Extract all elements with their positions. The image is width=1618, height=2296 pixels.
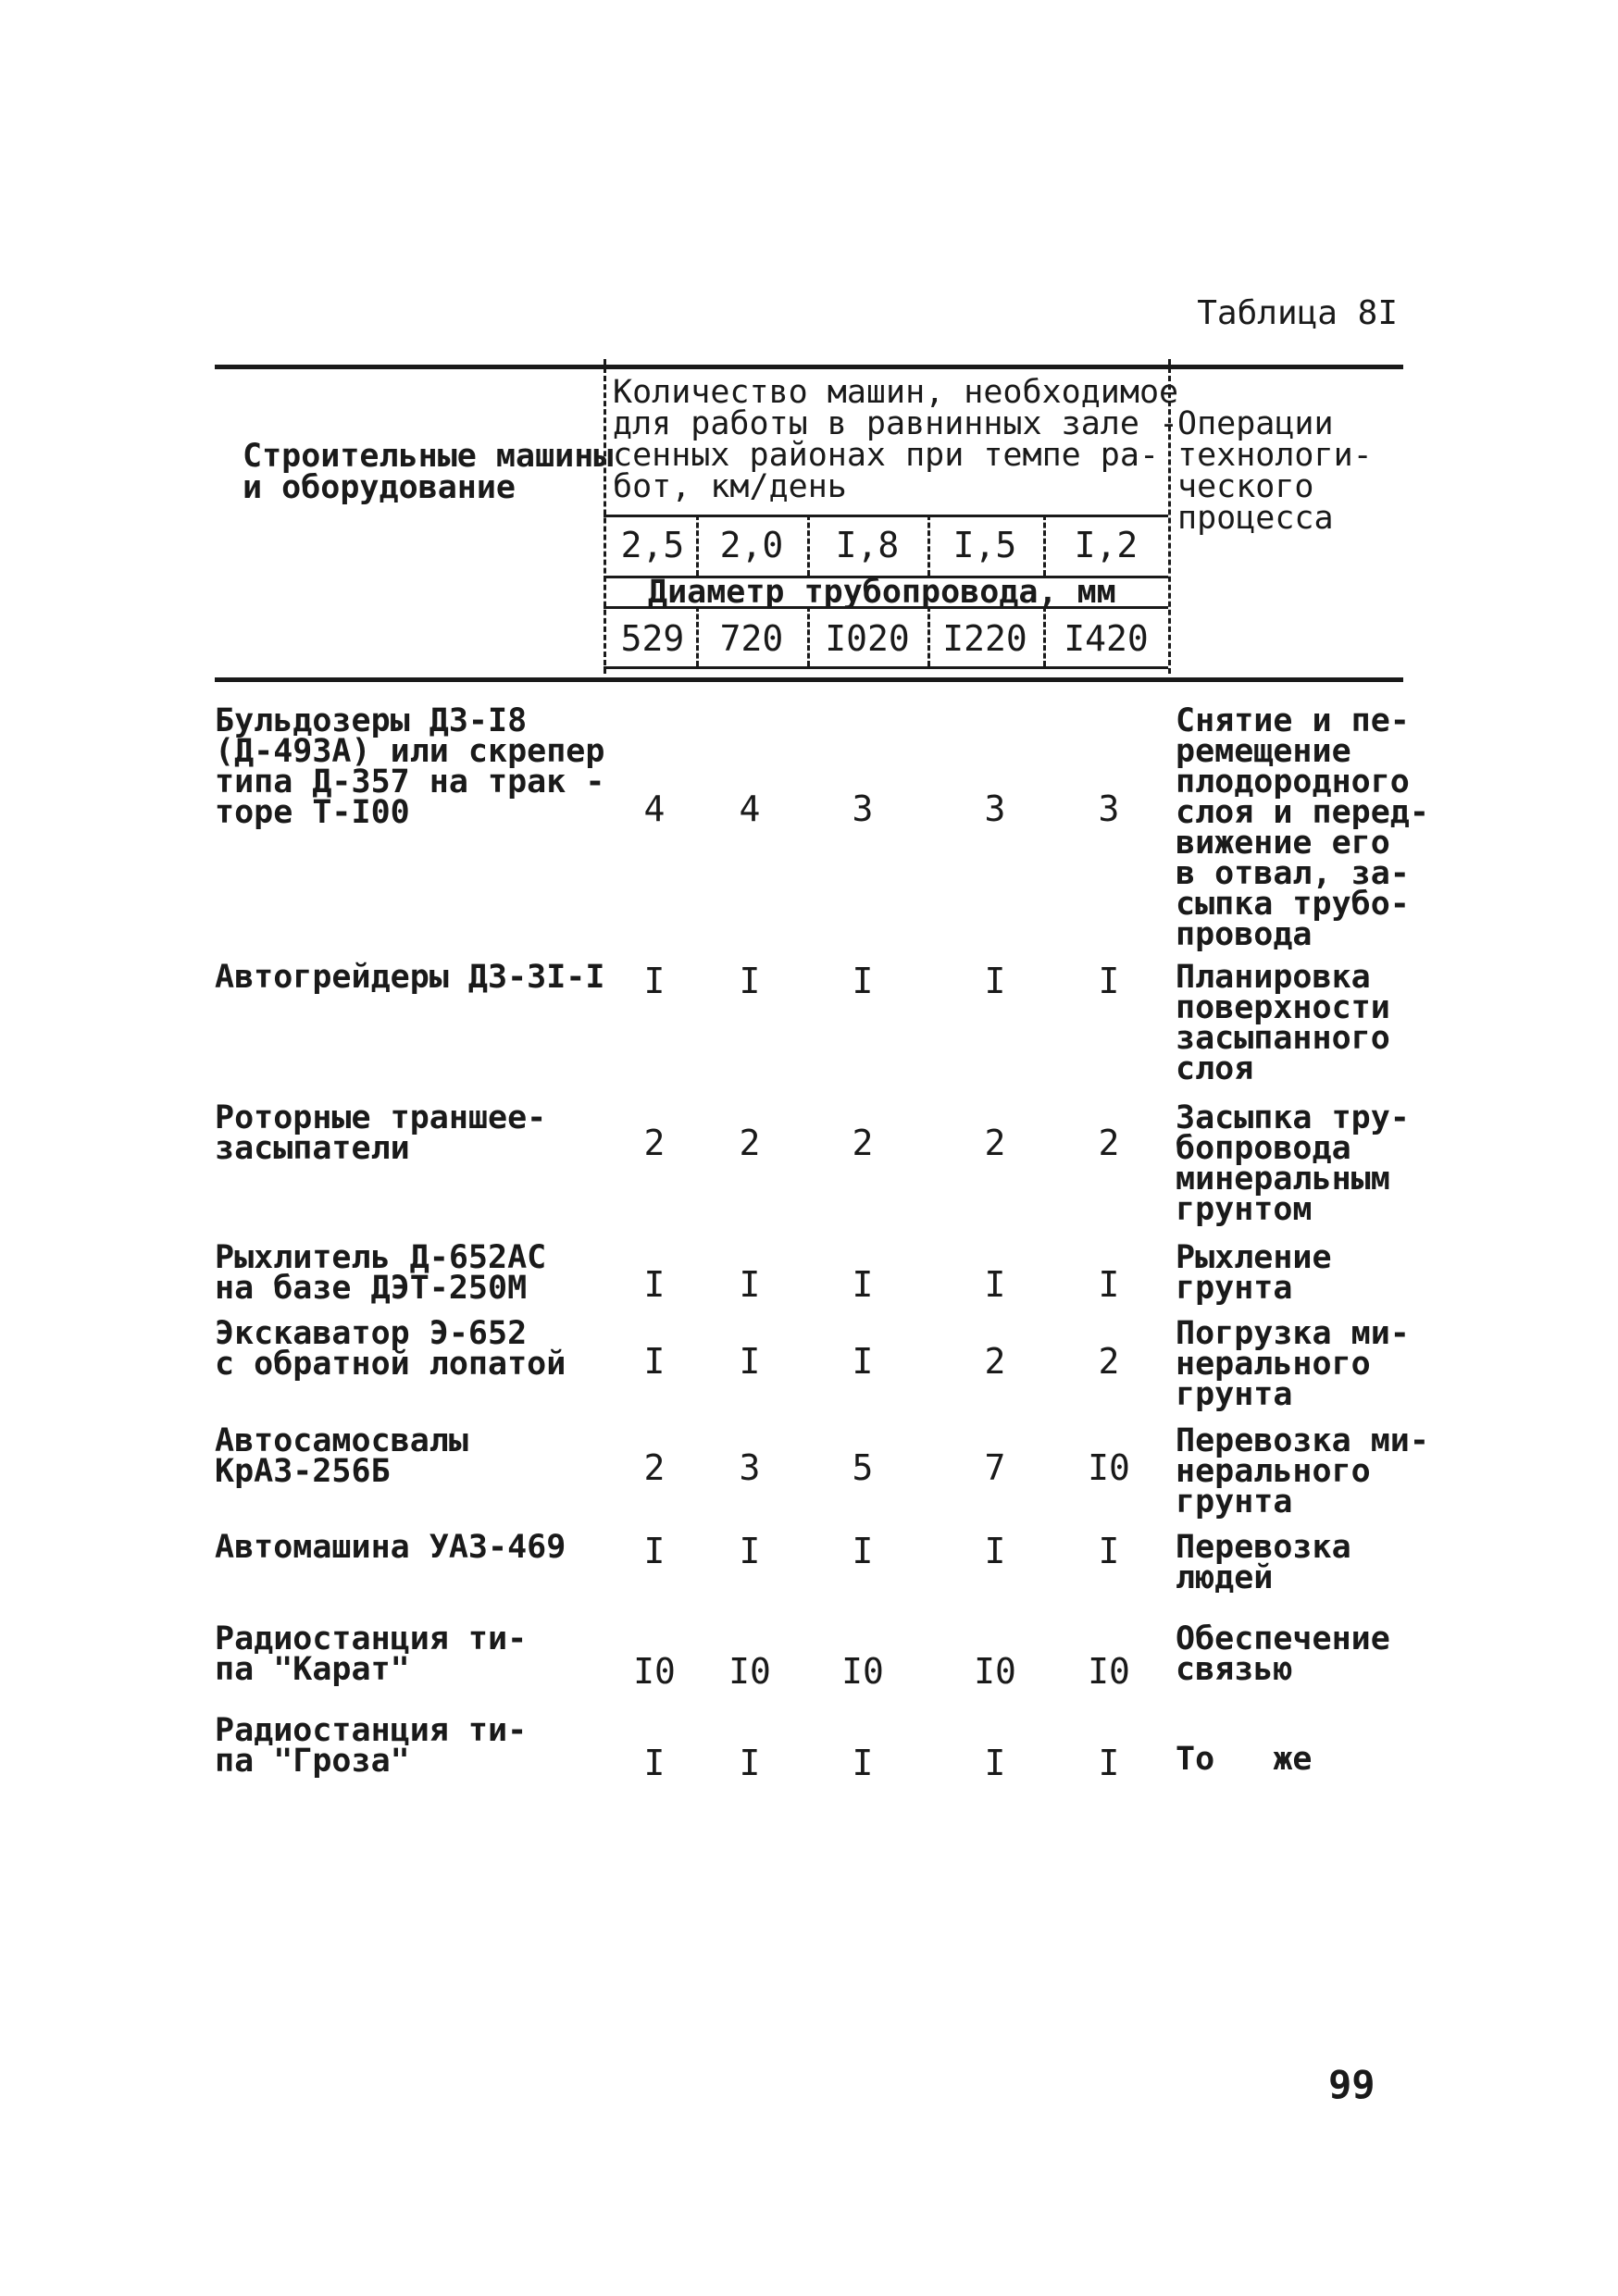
diameter-divider xyxy=(1043,606,1046,666)
machine-count: 3 xyxy=(739,1447,761,1488)
machine-name: Радиостанция ти- па "Карат" xyxy=(215,1620,528,1688)
machine-count: 4 xyxy=(739,788,761,829)
machine-count: I xyxy=(852,1341,874,1382)
machine-count: I xyxy=(852,1531,874,1571)
machine-count: I0 xyxy=(633,1651,676,1692)
machine-count: I xyxy=(984,1531,1006,1571)
table-caption: Таблица 8I xyxy=(1197,294,1398,332)
machine-count: I xyxy=(984,1264,1006,1305)
machine-name: Радиостанция ти- па "Гроза" xyxy=(215,1712,528,1780)
machine-count: 2 xyxy=(739,1123,761,1163)
machine-count: I xyxy=(739,961,761,1001)
header-top-rule xyxy=(215,365,1403,369)
speed-value: I,8 xyxy=(835,525,900,565)
header-bottom-rule xyxy=(215,677,1403,682)
machine-count: I xyxy=(643,961,666,1001)
machine-count: 2 xyxy=(852,1123,874,1163)
speed-value: I,2 xyxy=(1074,525,1139,565)
machine-count: 3 xyxy=(852,788,874,829)
diameter-value: I020 xyxy=(825,618,910,659)
diameter-bottom-line xyxy=(604,666,1168,669)
machine-count: 3 xyxy=(984,788,1006,829)
machine-count: I xyxy=(852,1264,874,1305)
diameter-value: I220 xyxy=(942,618,1027,659)
machine-count: I xyxy=(643,1531,666,1571)
machine-count: 2 xyxy=(984,1123,1006,1163)
machine-count: I0 xyxy=(841,1651,884,1692)
machine-count: I xyxy=(739,1264,761,1305)
machine-name: Автомашина УАЗ-469 xyxy=(215,1529,566,1566)
speed-value: 2,5 xyxy=(620,525,685,565)
machine-name: Бульдозеры ДЗ-I8 (Д-493А) или скрепер типа Д-357 на трак - торе Т-I00 xyxy=(215,702,605,831)
machine-name: Автосамосвалы КрАЗ-256Б xyxy=(215,1422,468,1490)
machine-count: 2 xyxy=(1098,1341,1120,1382)
operation-text: Планировка поверхности засыпанного слоя xyxy=(1176,959,1390,1087)
speed-value: I,5 xyxy=(952,525,1017,565)
operation-text: Засыпка тру- бопровода минеральным грунтом xyxy=(1176,1099,1410,1228)
machine-count: I xyxy=(739,1743,761,1783)
operation-text: Перевозка ми- нерального грунта xyxy=(1176,1422,1429,1520)
machine-count: I xyxy=(1098,1264,1120,1305)
operation-text: Погрузка ми- нерального грунта xyxy=(1176,1315,1410,1413)
machine-count: 7 xyxy=(984,1447,1006,1488)
machine-name: Автогрейдеры ДЗ-3I-I xyxy=(215,959,605,996)
machine-count: I xyxy=(984,1743,1006,1783)
machine-count: 2 xyxy=(643,1447,666,1488)
machine-count: I xyxy=(643,1341,666,1382)
machine-count: I xyxy=(1098,1531,1120,1571)
machine-count: 4 xyxy=(643,788,666,829)
machine-count: 2 xyxy=(984,1341,1006,1382)
operation-text: Снятие и пе- ремещение плодородного слоя и перед- вижение его в отвал, за- сыпка трубо- провода xyxy=(1176,702,1429,953)
machine-count: I xyxy=(739,1531,761,1571)
machine-count: 2 xyxy=(1098,1123,1120,1163)
diameter-value: 529 xyxy=(620,618,685,659)
machine-count: I xyxy=(739,1341,761,1382)
operation-text: Перевозка людей xyxy=(1176,1529,1351,1596)
machine-count: I0 xyxy=(974,1651,1016,1692)
speed-value: 2,0 xyxy=(719,525,784,565)
machine-count: 3 xyxy=(1098,788,1120,829)
machine-name: Роторные траншее- засыпатели xyxy=(215,1099,547,1167)
machine-count: I xyxy=(1098,1743,1120,1783)
diameter-value: 720 xyxy=(719,618,784,659)
speed-divider xyxy=(807,515,810,576)
machine-count: I xyxy=(1098,961,1120,1001)
speed-divider xyxy=(927,515,930,576)
machine-count: 2 xyxy=(643,1123,666,1163)
machine-count: I xyxy=(852,1743,874,1783)
speed-divider xyxy=(1043,515,1046,576)
machine-count: I xyxy=(984,961,1006,1001)
machine-count: I0 xyxy=(1088,1447,1130,1488)
machine-count: I xyxy=(643,1743,666,1783)
header-quantity-group: Количество машин, необходимое для работы в равнинных зале - сенных районах при темпе ра- бот, км/день xyxy=(613,374,1179,505)
machine-name: Экскаватор Э-652 с обратной лопатой xyxy=(215,1315,566,1383)
diameter-divider xyxy=(927,606,930,666)
operation-text: Рыхление грунта xyxy=(1176,1239,1332,1307)
diameter-value: I420 xyxy=(1064,618,1149,659)
machine-count: 5 xyxy=(852,1447,874,1488)
machine-name: Рыхлитель Д-652АС на базе ДЭТ-250М xyxy=(215,1239,547,1307)
speed-top-line xyxy=(604,515,1168,517)
header-machines: Строительные машины и оборудование xyxy=(243,438,614,506)
page-number: 99 xyxy=(1328,2062,1375,2107)
machine-count: I xyxy=(852,961,874,1001)
operation-text: Обеспечение связью xyxy=(1176,1620,1390,1688)
machine-count: I0 xyxy=(728,1651,771,1692)
header-operations: Операции технологи- ческого процесса xyxy=(1177,405,1373,537)
diameter-label: Диаметр трубопровода, мм xyxy=(648,574,1116,611)
operation-text: То же xyxy=(1176,1741,1313,1778)
diameter-divider xyxy=(807,606,810,666)
machine-count: I xyxy=(643,1264,666,1305)
machine-count: I0 xyxy=(1088,1651,1130,1692)
